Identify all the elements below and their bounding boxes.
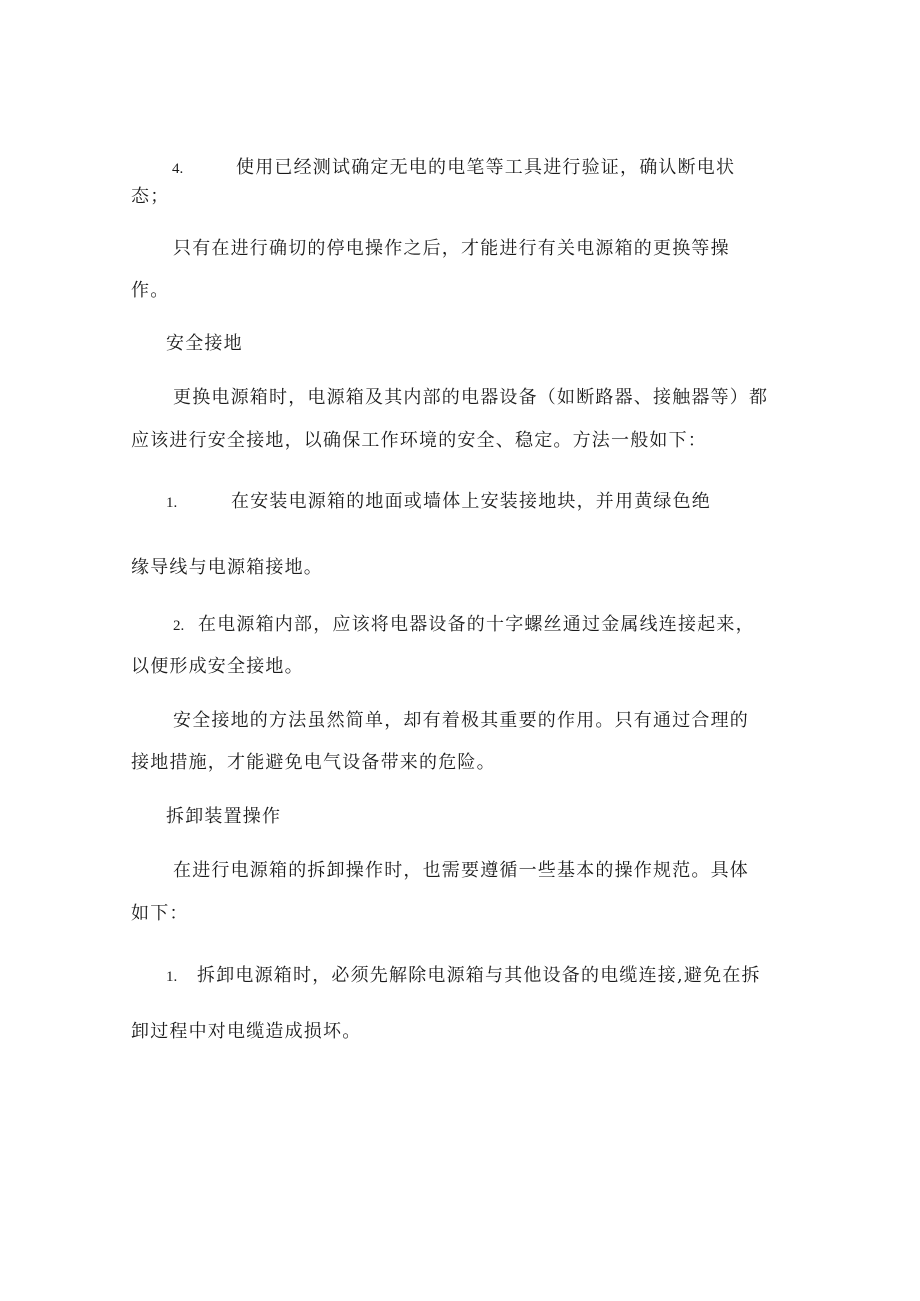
removal-item-1-line-2: 卸过程中对电缆造成损坏。: [131, 1021, 362, 1042]
item-4-line-2: 态；: [131, 186, 170, 207]
heading-removal-operation: 拆卸装置操作: [166, 806, 282, 827]
paragraph-removal-line-2: 如下：: [131, 903, 189, 924]
grounding-item-2-number: 2.: [173, 618, 185, 634]
grounding-item-2-line-2: 以便形成安全接地。: [131, 656, 304, 677]
item-4-number: 4.: [172, 161, 184, 177]
removal-item-1-line-1: 拆卸电源箱时，必须先解除电源箱与其他设备的电缆连接,避免在拆: [197, 965, 761, 986]
grounding-item-1-line-1: 在安装电源箱的地面或墙体上安装接地块，并用黄绿色绝: [231, 491, 711, 512]
paragraph-ground-importance-line-2: 接地措施，才能避免电气设备带来的危险。: [131, 752, 496, 773]
heading-safety-grounding: 安全接地: [166, 333, 243, 354]
grounding-item-2-line-1: 在电源箱内部，应该将电器设备的十字螺丝通过金属线连接起来，: [198, 614, 755, 635]
paragraph-only-after-line-2: 作。: [131, 280, 170, 301]
paragraph-removal-line-1: 在进行电源箱的拆卸操作时，也需要遵循一些基本的操作规范。具体: [173, 860, 749, 881]
removal-item-1-number: 1.: [166, 969, 178, 985]
grounding-item-1-number: 1.: [166, 495, 178, 511]
paragraph-grounding-line-1: 更换电源箱时，电源箱及其内部的电器设备（如断路器、接触器等）都: [173, 387, 769, 408]
paragraph-grounding-line-2: 应该进行安全接地，以确保工作环境的安全、稳定。方法一般如下：: [131, 430, 707, 451]
paragraph-ground-importance-line-1: 安全接地的方法虽然简单，却有着极其重要的作用。只有通过合理的: [173, 710, 749, 731]
item-4-line-1: 使用已经测试确定无电的电笔等工具进行验证，确认断电状: [236, 157, 736, 178]
paragraph-only-after-line-1: 只有在进行确切的停电操作之后，才能进行有关电源箱的更换等操: [173, 238, 730, 259]
grounding-item-1-line-2: 缘导线与电源箱接地。: [131, 557, 323, 578]
